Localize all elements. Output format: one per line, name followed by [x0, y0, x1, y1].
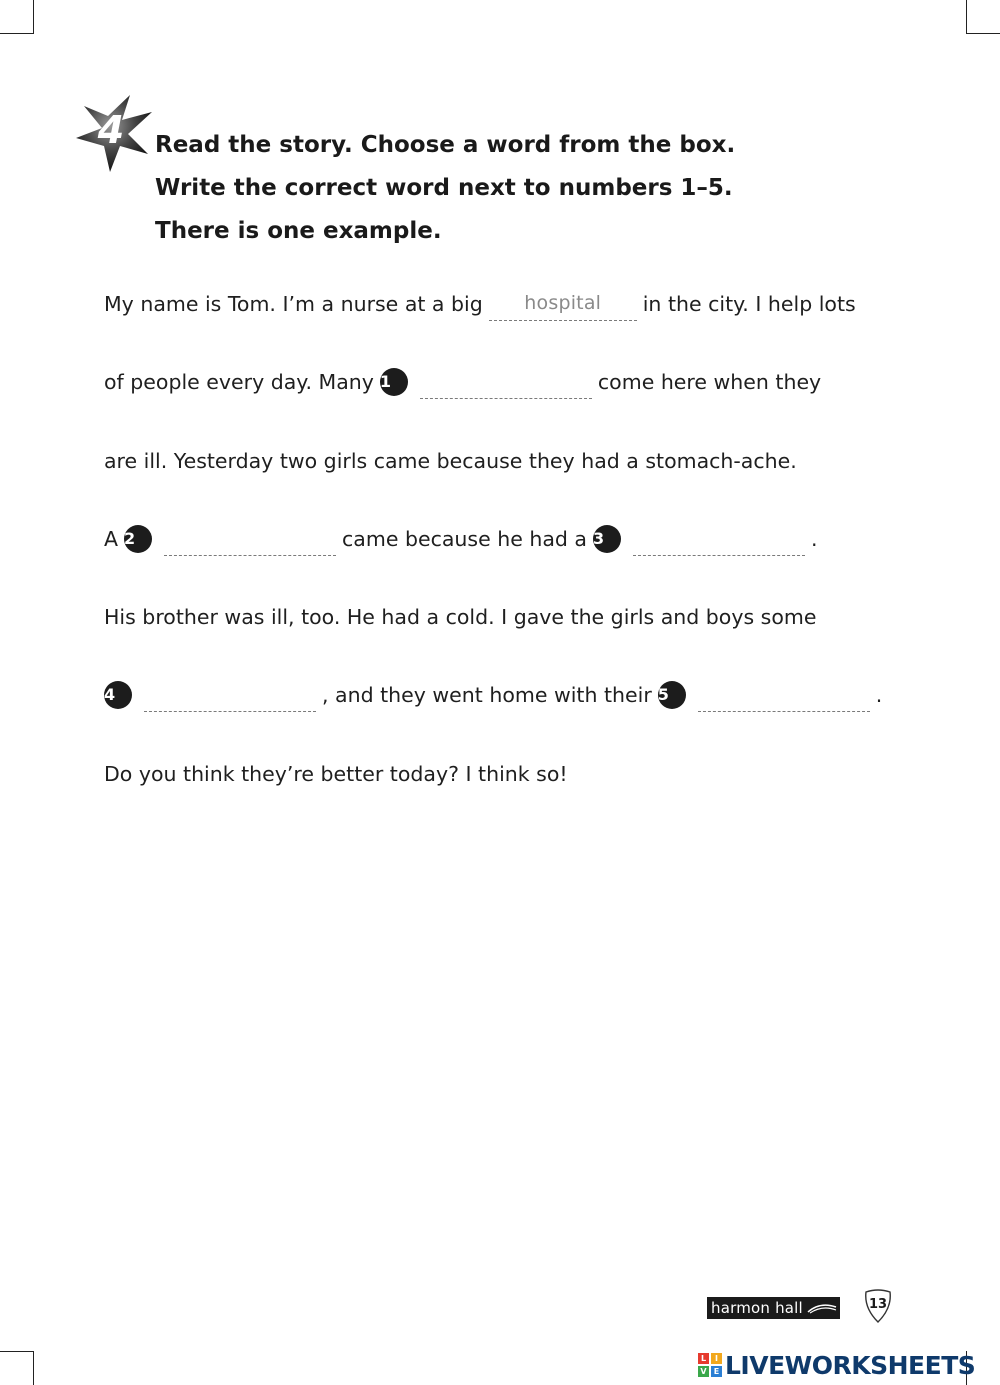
instruction-line: There is one example. — [155, 218, 442, 244]
instructions — [155, 124, 735, 253]
logo-letter: L — [698, 1353, 709, 1364]
story-line-3 — [104, 439, 924, 517]
story-text-segment: . — [875, 683, 883, 708]
story-text-segment: My name is Tom. I’m a nurse at a big — [104, 292, 483, 316]
instruction-line: Read the story. Choose a word from the box. — [155, 132, 736, 158]
question-number-1: 1 — [380, 368, 408, 396]
story-text — [104, 282, 924, 830]
story-line-2 — [104, 360, 924, 438]
story-line-7 — [104, 752, 924, 830]
question-number-2: 2 — [124, 525, 152, 553]
crop-mark — [0, 1351, 34, 1352]
swoosh-icon — [807, 1302, 837, 1314]
harmon-hall-logo — [707, 1297, 840, 1319]
logo-letter: E — [711, 1366, 722, 1377]
answer-blank-5[interactable] — [698, 671, 870, 712]
story-line-1 — [104, 282, 924, 360]
answer-blank-3[interactable] — [633, 515, 805, 556]
liveworksheets-watermark — [698, 1349, 975, 1381]
story-line-4 — [104, 517, 924, 595]
story-text-segment: . — [811, 526, 818, 551]
crop-mark — [0, 33, 34, 34]
instruction-line: Write the correct word next to numbers 1–5. — [155, 175, 733, 201]
story-text-segment: in the city. I help lots — [642, 292, 856, 316]
exercise-number: 4 — [97, 108, 125, 152]
story-text-segment: , and they went home with their — [322, 683, 652, 708]
logo-letter: V — [698, 1366, 709, 1377]
example-answer: hospital — [524, 292, 602, 314]
question-number-3: 3 — [593, 525, 621, 553]
example-answer-blank — [489, 280, 637, 321]
answer-blank-2[interactable] — [164, 515, 336, 556]
story-text-segment: A — [104, 526, 119, 551]
page-number: 13 — [868, 1296, 888, 1312]
crop-mark — [966, 0, 967, 34]
liveworksheets-logo-icon — [698, 1353, 722, 1377]
story-line-6 — [104, 673, 924, 751]
answer-blank-4[interactable] — [144, 671, 316, 712]
answer-blank-1[interactable] — [420, 358, 592, 399]
crop-mark — [33, 1351, 34, 1385]
page-number-badge — [862, 1288, 894, 1324]
story-line-5 — [104, 595, 924, 673]
exercise-number-badge — [72, 92, 154, 174]
story-text-segment: come here when they — [597, 370, 822, 395]
question-number-4: 4 — [104, 681, 132, 709]
story-text-segment: came because he had a — [342, 526, 587, 551]
crop-mark — [33, 0, 34, 34]
story-text-segment: His brother was ill, too. He had a cold. I gave the girls and boys some — [104, 605, 817, 630]
logo-letter: I — [711, 1353, 722, 1364]
crop-mark — [966, 33, 1000, 34]
story-text-segment: are ill. Yesterday two girls came because they had a stomach-ache. — [104, 448, 797, 473]
brand-name: harmon hall — [711, 1299, 803, 1317]
story-text-segment: of people every day. Many — [104, 370, 374, 395]
question-number-5: 5 — [658, 681, 686, 709]
story-text-segment: Do you think they’re better today? I think so! — [104, 761, 568, 786]
watermark-text: LIVEWORKSHEETS — [725, 1350, 976, 1380]
